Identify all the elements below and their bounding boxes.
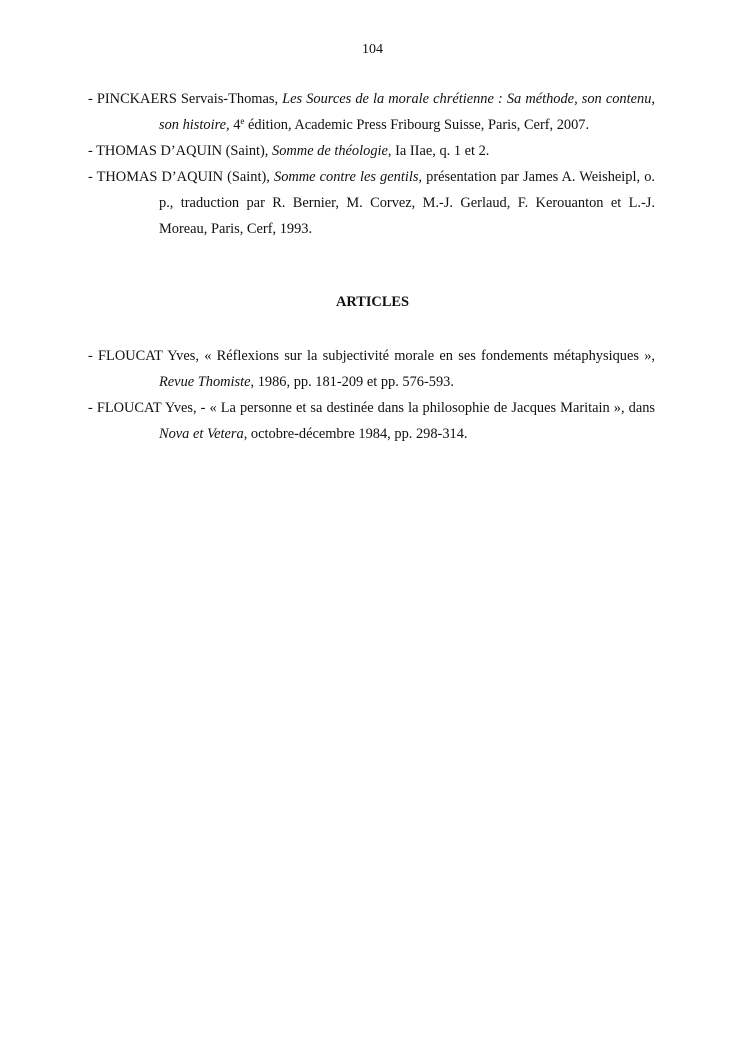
article-entry-floucat-reflexions xyxy=(88,343,655,395)
bibliography-books-list xyxy=(88,86,655,242)
entry-title: Somme contre les gentils, xyxy=(274,169,423,185)
article-entry-floucat-personne xyxy=(88,395,655,447)
bibliography-entry-pinckaers xyxy=(88,86,655,138)
entry-journal-title: Revue Thomiste xyxy=(159,374,251,390)
bibliography-entry-thomas-somme-theologie xyxy=(88,138,655,164)
entry-publication-details: , 1986, pp. 181-209 et pp. 576-593. xyxy=(250,374,454,390)
entry-title: Somme de théologie xyxy=(272,143,388,159)
entry-author: - PINCKAERS Servais-Thomas, xyxy=(88,91,283,107)
entry-title: Les Sources de la morale chrétienne : Sa méthode, son contenu, son histoire, xyxy=(159,91,655,133)
bibliography-entry-thomas-somme-gentils xyxy=(88,164,655,242)
bibliography-articles-list xyxy=(88,343,655,447)
entry-author-and-article: - FLOUCAT Yves, « Réflexions sur la subjectivité morale en ses fondements métaphysiques », xyxy=(88,348,655,364)
entry-edition-number: 4 xyxy=(229,117,241,133)
articles-heading: ARTICLES xyxy=(335,294,410,310)
entry-publication-details: présentation par James A. Weisheipl, o. p., traduction par R. Bernier, M. Corvez, M.-J. Gerlaud, F. Kerouanton et L.-J. Moreau, Paris, Cerf, 1993. xyxy=(159,169,655,237)
entry-publication-details: édition, Academic Press Fribourg Suisse, Paris, Cerf, 2007. xyxy=(244,117,590,133)
entry-publication-details: , Ia IIae, q. 1 et 2. xyxy=(387,143,490,159)
entry-author-and-article: - FLOUCAT Yves, - « La personne et sa destinée dans la philosophie de Jacques Maritain », dans xyxy=(88,400,655,416)
entry-edition-superscript: e xyxy=(240,116,245,126)
entry-publication-details: , octobre-décembre 1984, pp. 298-314. xyxy=(243,426,468,442)
page-number: 104 xyxy=(362,42,383,57)
entry-author: - THOMAS D’AQUIN (Saint), xyxy=(88,169,274,185)
entry-author: - THOMAS D’AQUIN (Saint), xyxy=(88,143,273,159)
entry-journal-title: Nova et Vetera xyxy=(159,426,244,442)
